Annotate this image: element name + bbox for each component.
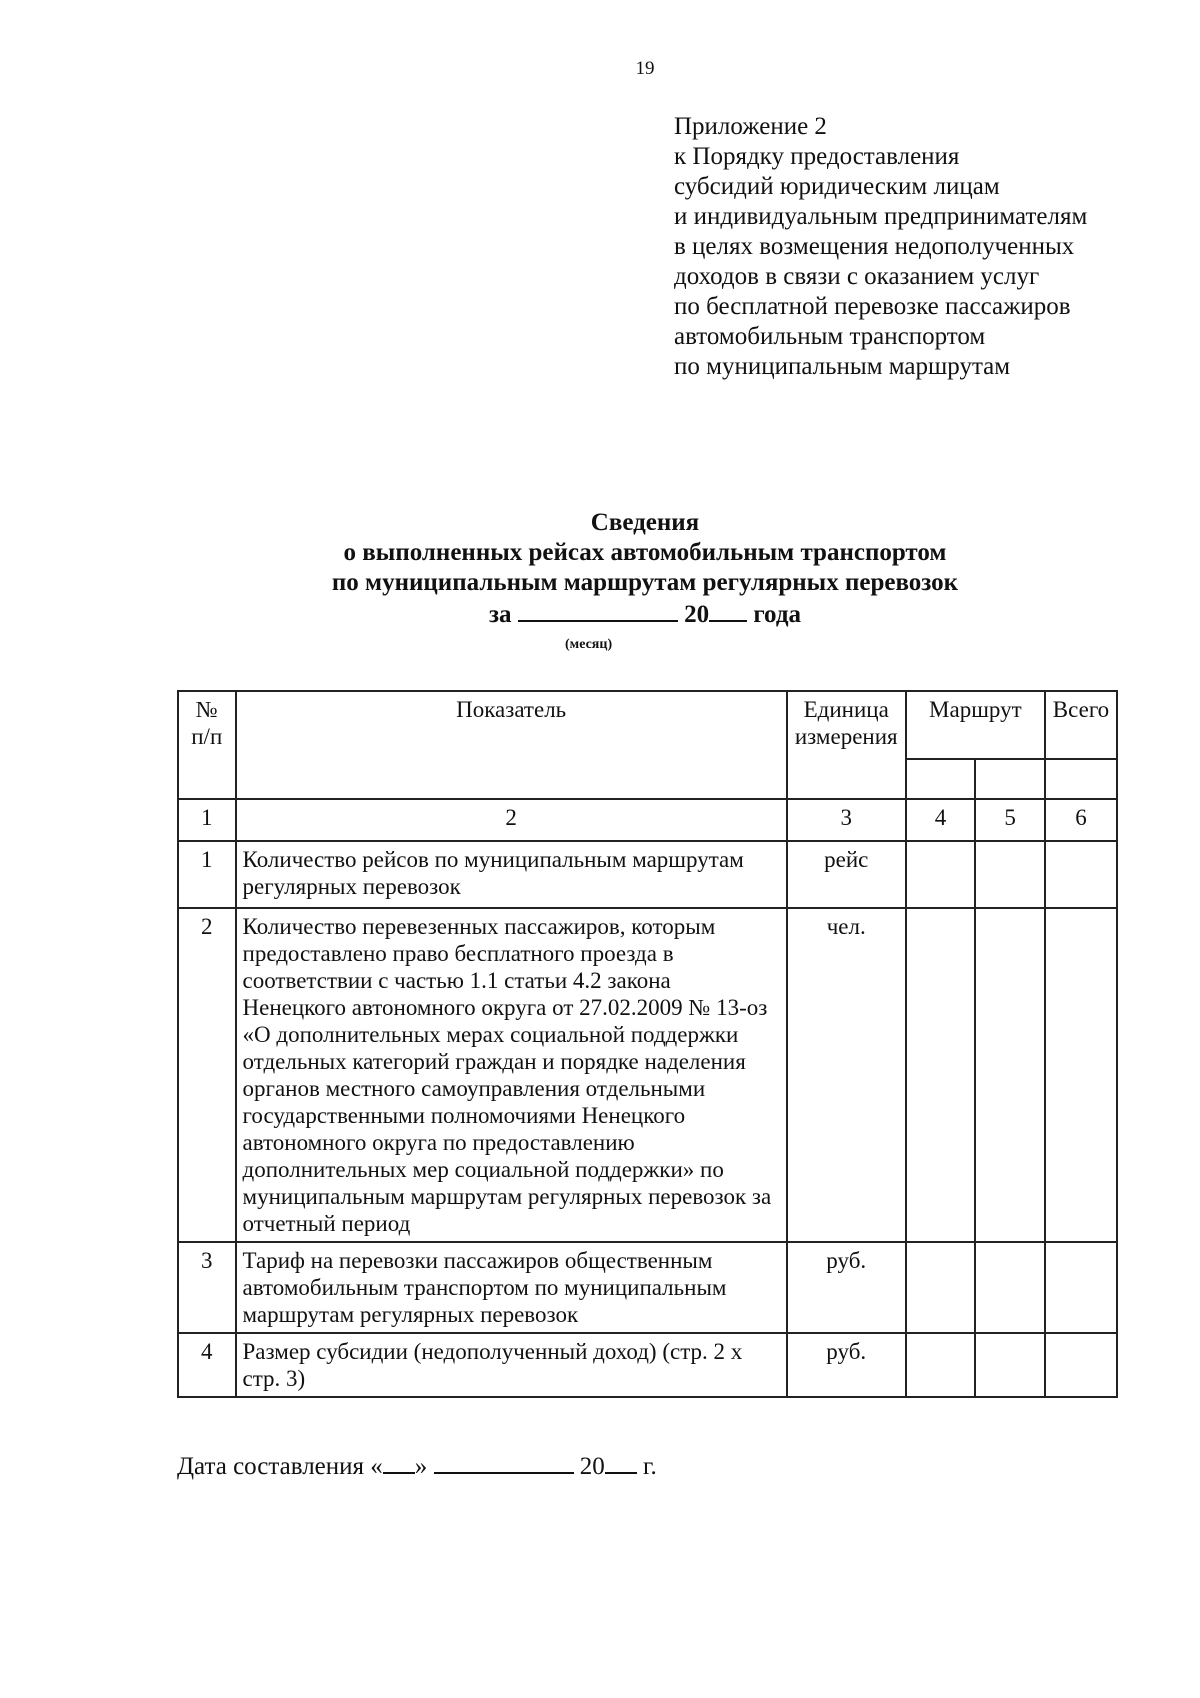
row-unit: руб. [787, 1242, 906, 1333]
column-index: 2 [236, 799, 787, 841]
row-unit: чел. [787, 908, 906, 1242]
row-num: 4 [178, 1333, 236, 1397]
column-index: 5 [975, 799, 1045, 841]
total-value-cell [1045, 1333, 1117, 1397]
route-value-cell [975, 841, 1045, 908]
route-value-cell [975, 1333, 1045, 1397]
table-row [178, 1333, 1117, 1397]
column-index-row [178, 799, 1117, 841]
row-num: 2 [178, 908, 236, 1242]
document-heading [0, 508, 1200, 630]
appendix-line: доходов в связи с оказанием услуг [674, 263, 1040, 290]
page-number: 19 [635, 58, 655, 79]
month-caption: (месяц) [565, 637, 613, 652]
route-subcell [975, 759, 1045, 799]
column-index: 1 [178, 799, 236, 841]
heading-line-3: по муниципальным маршрутам регулярных перевозок [331, 569, 959, 596]
table-row [178, 1242, 1117, 1333]
compilation-date-line [177, 1450, 657, 1481]
date-close-quote: » [414, 1453, 428, 1480]
table-row [178, 841, 1117, 908]
route-subcell [906, 759, 976, 799]
year-prefix: 20 [579, 1453, 605, 1480]
column-index: 4 [906, 799, 976, 841]
appendix-line: по муниципальным маршрутам [674, 353, 1011, 380]
route-value-cell [906, 908, 976, 1242]
header-total: Всего [1045, 691, 1117, 759]
table-row [178, 908, 1117, 1242]
appendix-line: по бесплатной перевозке пассажиров [674, 293, 1071, 320]
month-blank [434, 1450, 574, 1474]
column-index: 6 [1045, 799, 1117, 841]
report-table [177, 690, 1118, 1398]
year-prefix: 20 [684, 601, 710, 628]
row-unit: руб. [787, 1333, 906, 1397]
route-value-cell [906, 1242, 976, 1333]
table-header-row [178, 691, 1117, 759]
heading-line-2: о выполненных рейсах автомобильным транспортом [343, 539, 947, 566]
route-value-cell [906, 841, 976, 908]
year-suffix: года [753, 601, 801, 628]
header-route: Маршрут [906, 691, 1045, 759]
route-value-cell [975, 1242, 1045, 1333]
appendix-line: в целях возмещения недополученных [674, 233, 1075, 260]
row-unit: рейс [787, 841, 906, 908]
row-indicator: Количество перевезенных пассажиров, которым предоставлено право бесплатного проезда в соответствии с частью 1.1 статьи 4.2 закона Ненецкого автономного округа от 27.02.2009 № 13-оз «О дополнительных мерах социальной поддержки отдельных категорий граждан и порядке наделения органов местного самоуправления отдельными государственными полномочиями Ненецкого автономного округа по предоставлению дополнительных мер социальной поддержки» по муниципальным маршрутам регулярных перевозок за отчетный период [236, 908, 787, 1242]
year-blank [709, 598, 747, 622]
column-index: 3 [787, 799, 906, 841]
row-indicator: Количество рейсов по муниципальным маршрутам регулярных перевозок [236, 841, 787, 908]
header-indicator: Показатель [236, 691, 787, 799]
day-blank [383, 1450, 415, 1474]
row-num: 3 [178, 1242, 236, 1333]
appendix-line: автомобильным транспортом [674, 323, 986, 350]
year-blank [605, 1450, 637, 1474]
heading-title: Сведения [590, 509, 700, 536]
date-label: Дата составления « [177, 1453, 383, 1480]
appendix-line: субсидий юридическим лицам [674, 173, 1000, 200]
header-unit: Единица измерения [787, 691, 906, 799]
appendix-line: и индивидуальным предпринимателям [674, 203, 1088, 230]
route-value-cell [975, 908, 1045, 1242]
route-value-cell [906, 1333, 976, 1397]
row-num: 1 [178, 841, 236, 908]
total-subcell [1045, 759, 1117, 799]
appendix-line: Приложение 2 [674, 113, 827, 140]
month-blank [518, 598, 678, 622]
heading-period-line [0, 598, 1200, 630]
total-value-cell [1045, 1242, 1117, 1333]
total-value-cell [1045, 841, 1117, 908]
year-suffix: г. [643, 1453, 657, 1480]
total-value-cell [1045, 908, 1117, 1242]
appendix-block [674, 112, 1087, 382]
row-indicator: Тариф на перевозки пассажиров общественным автомобильным транспортом по муниципальным маршрутам регулярных перевозок [236, 1242, 787, 1333]
period-prefix: за [489, 601, 512, 628]
header-num: № п/п [178, 691, 236, 799]
row-indicator: Размер субсидии (недополученный доход) (стр. 2 х стр. 3) [236, 1333, 787, 1397]
appendix-line: к Порядку предоставления [674, 143, 960, 170]
